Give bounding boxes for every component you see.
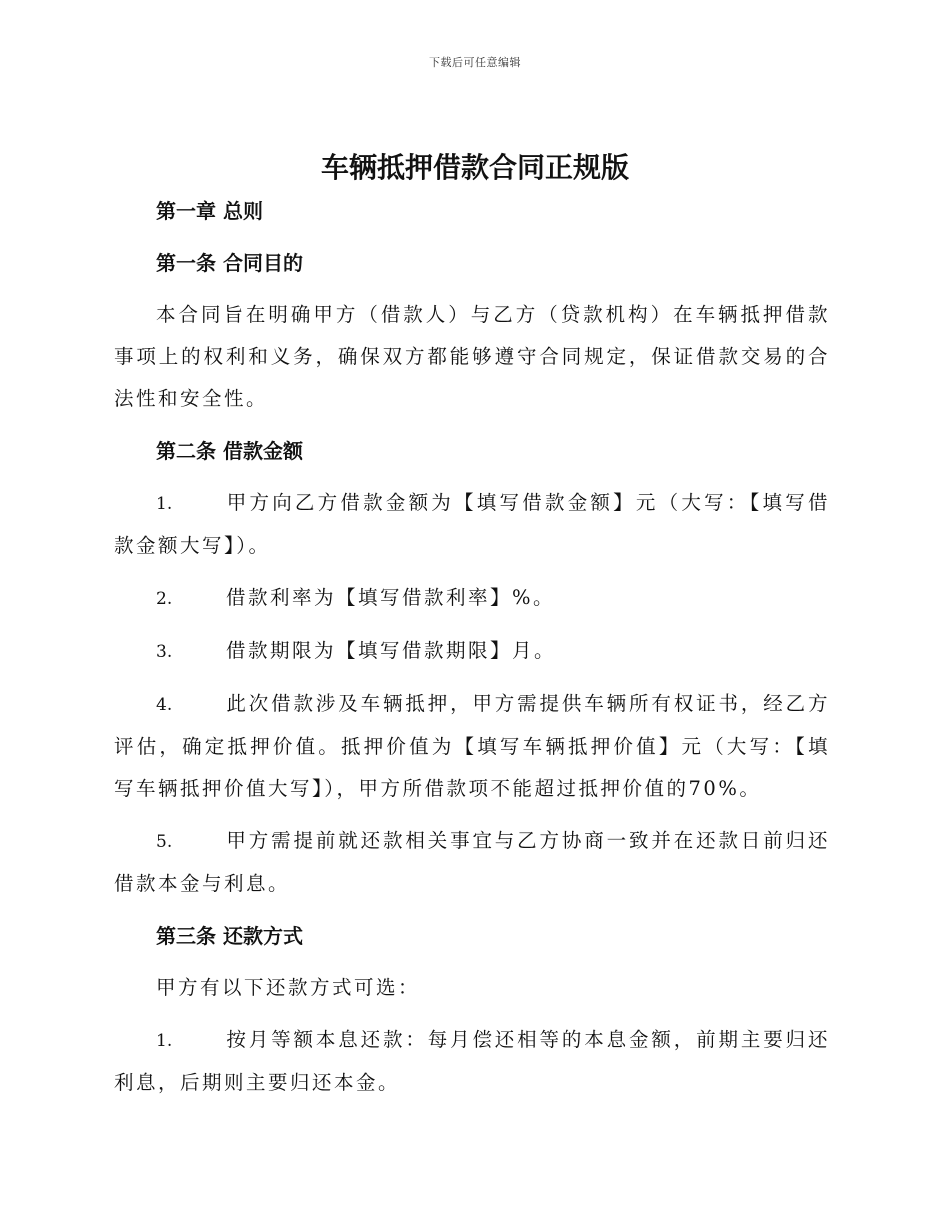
article-3-heading: 第三条 还款方式 — [156, 924, 303, 948]
article-2-item-5 — [114, 820, 830, 905]
item-number: 1. — [156, 494, 173, 514]
article-2-heading: 第二条 借款金额 — [156, 439, 303, 463]
item-number: 4. — [156, 695, 173, 715]
item-number: 2. — [156, 589, 173, 609]
item-number: 3. — [156, 642, 173, 662]
document-title: 车辆抵押借款合同正规版 — [320, 151, 629, 184]
item-number: 5. — [156, 832, 173, 852]
article-2-item-1 — [114, 482, 830, 567]
item-text: 甲方需提前就还款相关事宜与乙方协商一致并在还款日前归还借款本金与利息。 — [114, 829, 830, 895]
page-header-note: 下载后可任意编辑 — [429, 56, 521, 69]
article-2-item-3 — [114, 630, 830, 673]
article-1-paragraph: 本合同旨在明确甲方（借款人）与乙方（贷款机构）在车辆抵押借款事项上的权利和义务，确保双方都能够遵守合同规定，保证借款交易的合法性和安全性。 — [114, 303, 830, 410]
item-text: 借款利率为【填写借款利率】%。 — [226, 586, 556, 609]
item-text: 借款期限为【填写借款期限】月。 — [226, 639, 557, 662]
item-text: 此次借款涉及车辆抵押，甲方需提供车辆所有权证书，经乙方评估，确定抵押价值。抵押价值为【填写车辆抵押价值】元（大写：【填写车辆抵押价值大写】），甲方所借款项不能超过抵押价值的70%。 — [114, 692, 830, 800]
article-2-item-2 — [114, 577, 830, 620]
article-1-heading: 第一条 合同目的 — [156, 251, 303, 275]
item-number: 1. — [156, 1031, 173, 1051]
article-2-item-4 — [114, 683, 830, 810]
article-3-intro: 甲方有以下还款方式可选： — [156, 976, 421, 999]
item-text: 甲方向乙方借款金额为【填写借款金额】元（大写：【填写借款金额大写】）。 — [114, 491, 830, 557]
article-3-item-1 — [114, 1019, 830, 1104]
document-body — [114, 190, 830, 1114]
chapter-heading: 第一章 总则 — [156, 199, 263, 223]
item-text: 按月等额本息还款：每月偿还相等的本息金额，前期主要归还利息，后期则主要归还本金。 — [114, 1028, 830, 1094]
